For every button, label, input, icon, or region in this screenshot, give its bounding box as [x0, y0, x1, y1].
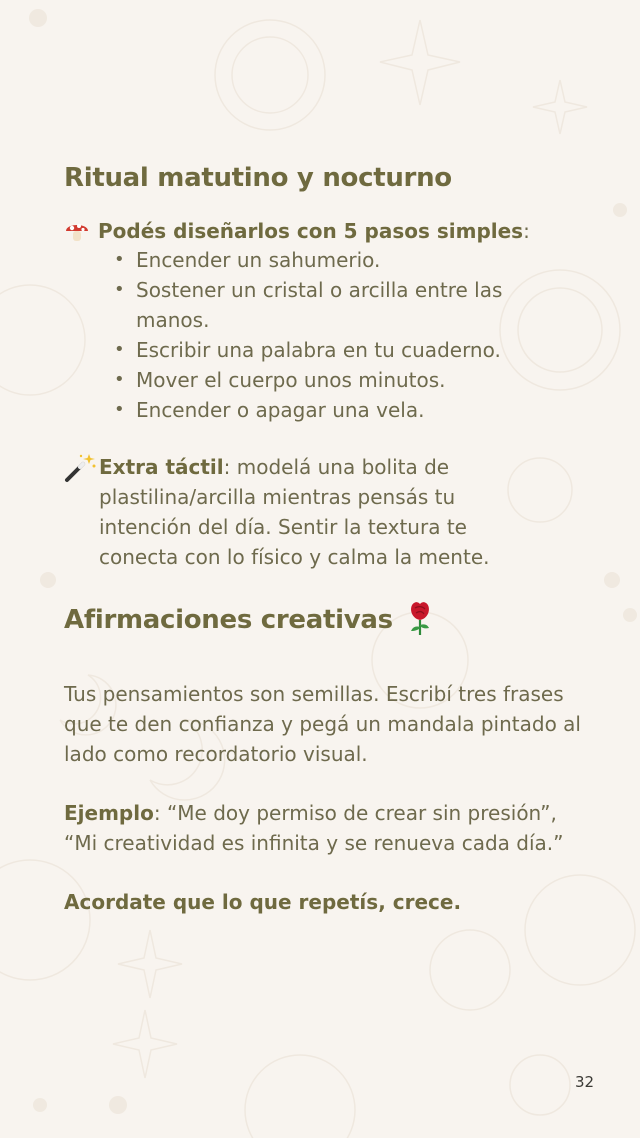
extra-tactil-block: [64, 452, 584, 572]
extra-body: : modelá una bolita de plastilina/arcilla mientras pensás tu intención del día. Sentir la textura te conecta con lo físico y calma la mente.: [99, 455, 490, 569]
magic-wand-icon: [64, 452, 98, 484]
extra-bold: Extra táctil: [99, 455, 224, 479]
list-item: • Encender o apagar una vela.: [112, 395, 552, 425]
rose-icon: [406, 600, 434, 636]
list-item: • Encender un sahumerio.: [112, 245, 552, 275]
steps-list: [112, 245, 552, 425]
section-title-ritual: Ritual matutino y nocturno: [64, 163, 452, 193]
lead-line: [64, 216, 530, 246]
afirmaciones-paragraph: Tus pensamientos son semillas. Escribí tres frases que te den confianza y pegá un mandala pintado al lado como recordatorio visual.: [64, 682, 581, 766]
list-item: • Escribir una palabra en tu cuaderno.: [112, 335, 552, 365]
section-title-afirmaciones: [64, 605, 434, 636]
lead-bold: Podés diseñarlos con 5 pasos simples: [98, 219, 524, 243]
mushroom-icon: [64, 218, 90, 244]
closing-line: Acordate que lo que repetís, crece.: [64, 890, 462, 914]
example-paragraph: [64, 798, 584, 858]
extra-tactil-text: [99, 452, 529, 572]
list-item: • Mover el cuerpo unos minutos.: [112, 365, 552, 395]
example-body: : “Me doy permiso de crear sin presión”, “Mi creatividad es infinita y se renueva cada día.”: [64, 801, 564, 855]
section-title-afirmaciones-text: Afirmaciones creativas: [64, 605, 393, 635]
example-bold: Ejemplo: [64, 801, 154, 825]
list-item: • Sostener un cristal o arcilla entre las manos.: [112, 275, 552, 335]
lead-colon: :: [523, 219, 530, 243]
page-number: 32: [575, 1073, 595, 1091]
